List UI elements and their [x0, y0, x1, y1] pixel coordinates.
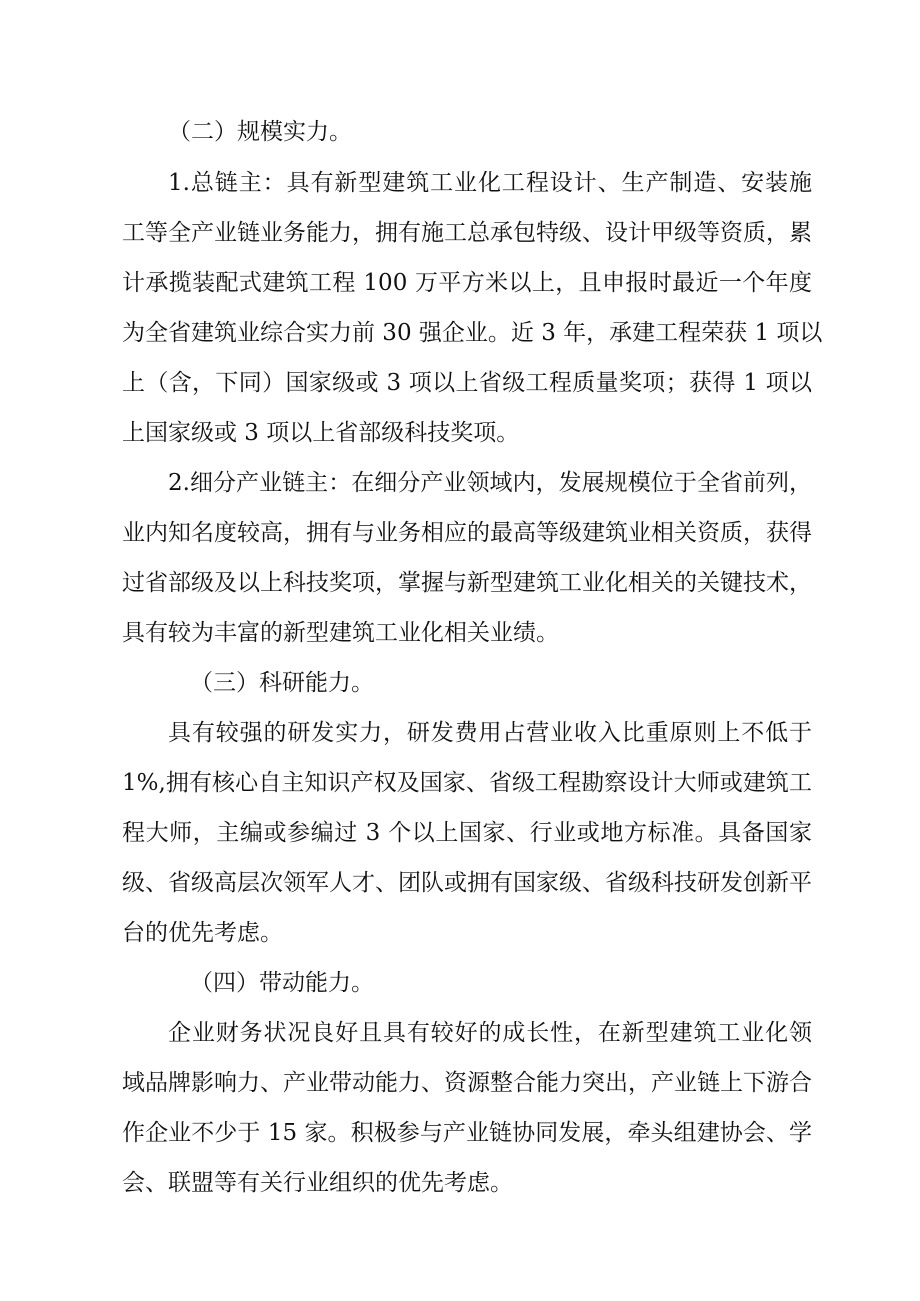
section-heading-scale: （二）规模实力。	[168, 119, 352, 145]
paragraph-line: 具有较强的研发实力，研发费用占营业收入比重原则上不低于	[168, 720, 812, 746]
paragraph-line: 过省部级及以上科技奖项，掌握与新型建筑工业化相关的关键技术，	[122, 570, 812, 596]
section-heading-research: （三）科研能力。	[190, 670, 374, 696]
paragraph-line: 作企业不少于 15 家。积极参与产业链协同发展，牵头组建协会、学	[122, 1120, 812, 1146]
paragraph-line: 计承揽装配式建筑工程 100 万平方米以上，且申报时最近一个年度	[122, 270, 812, 296]
paragraph-line: 1%,拥有核心自主知识产权及国家、省级工程勘察设计大师或建筑工	[122, 770, 812, 796]
section-heading-leadership: （四）带动能力。	[190, 970, 374, 996]
paragraph-line: 上国家级或 3 项以上省部级科技奖项。	[122, 420, 520, 446]
paragraph-line: 1.总链主：具有新型建筑工业化工程设计、生产制造、安装施	[168, 170, 812, 196]
paragraph-line: 企业财务状况良好且具有较好的成长性，在新型建筑工业化领	[168, 1020, 812, 1046]
paragraph-line: 上（含，下同）国家级或 3 项以上省级工程质量奖项；获得 1 项以	[122, 370, 812, 396]
paragraph-line: 业内知名度较高，拥有与业务相应的最高等级建筑业相关资质，获得	[122, 520, 812, 546]
paragraph-line: 台的优先考虑。	[122, 920, 283, 946]
paragraph-line: 为全省建筑业综合实力前 30 强企业。近 3 年，承建工程荣获 1 项以	[122, 320, 823, 346]
paragraph-line: 级、省级高层次领军人才、团队或拥有国家级、省级科技研发创新平	[122, 870, 812, 896]
paragraph-line: 具有较为丰富的新型建筑工业化相关业绩。	[122, 620, 559, 646]
paragraph-line: 程大师，主编或参编过 3 个以上国家、行业或地方标准。具备国家	[122, 820, 812, 846]
paragraph-line: 域品牌影响力、产业带动能力、资源整合能力突出，产业链上下游合	[122, 1070, 812, 1096]
paragraph-line: 工等全产业链业务能力，拥有施工总承包特级、设计甲级等资质，累	[122, 220, 812, 246]
paragraph-line: 会、联盟等有关行业组织的优先考虑。	[122, 1170, 513, 1196]
paragraph-line: 2.细分产业链主：在细分产业领域内，发展规模位于全省前列，	[168, 470, 812, 496]
